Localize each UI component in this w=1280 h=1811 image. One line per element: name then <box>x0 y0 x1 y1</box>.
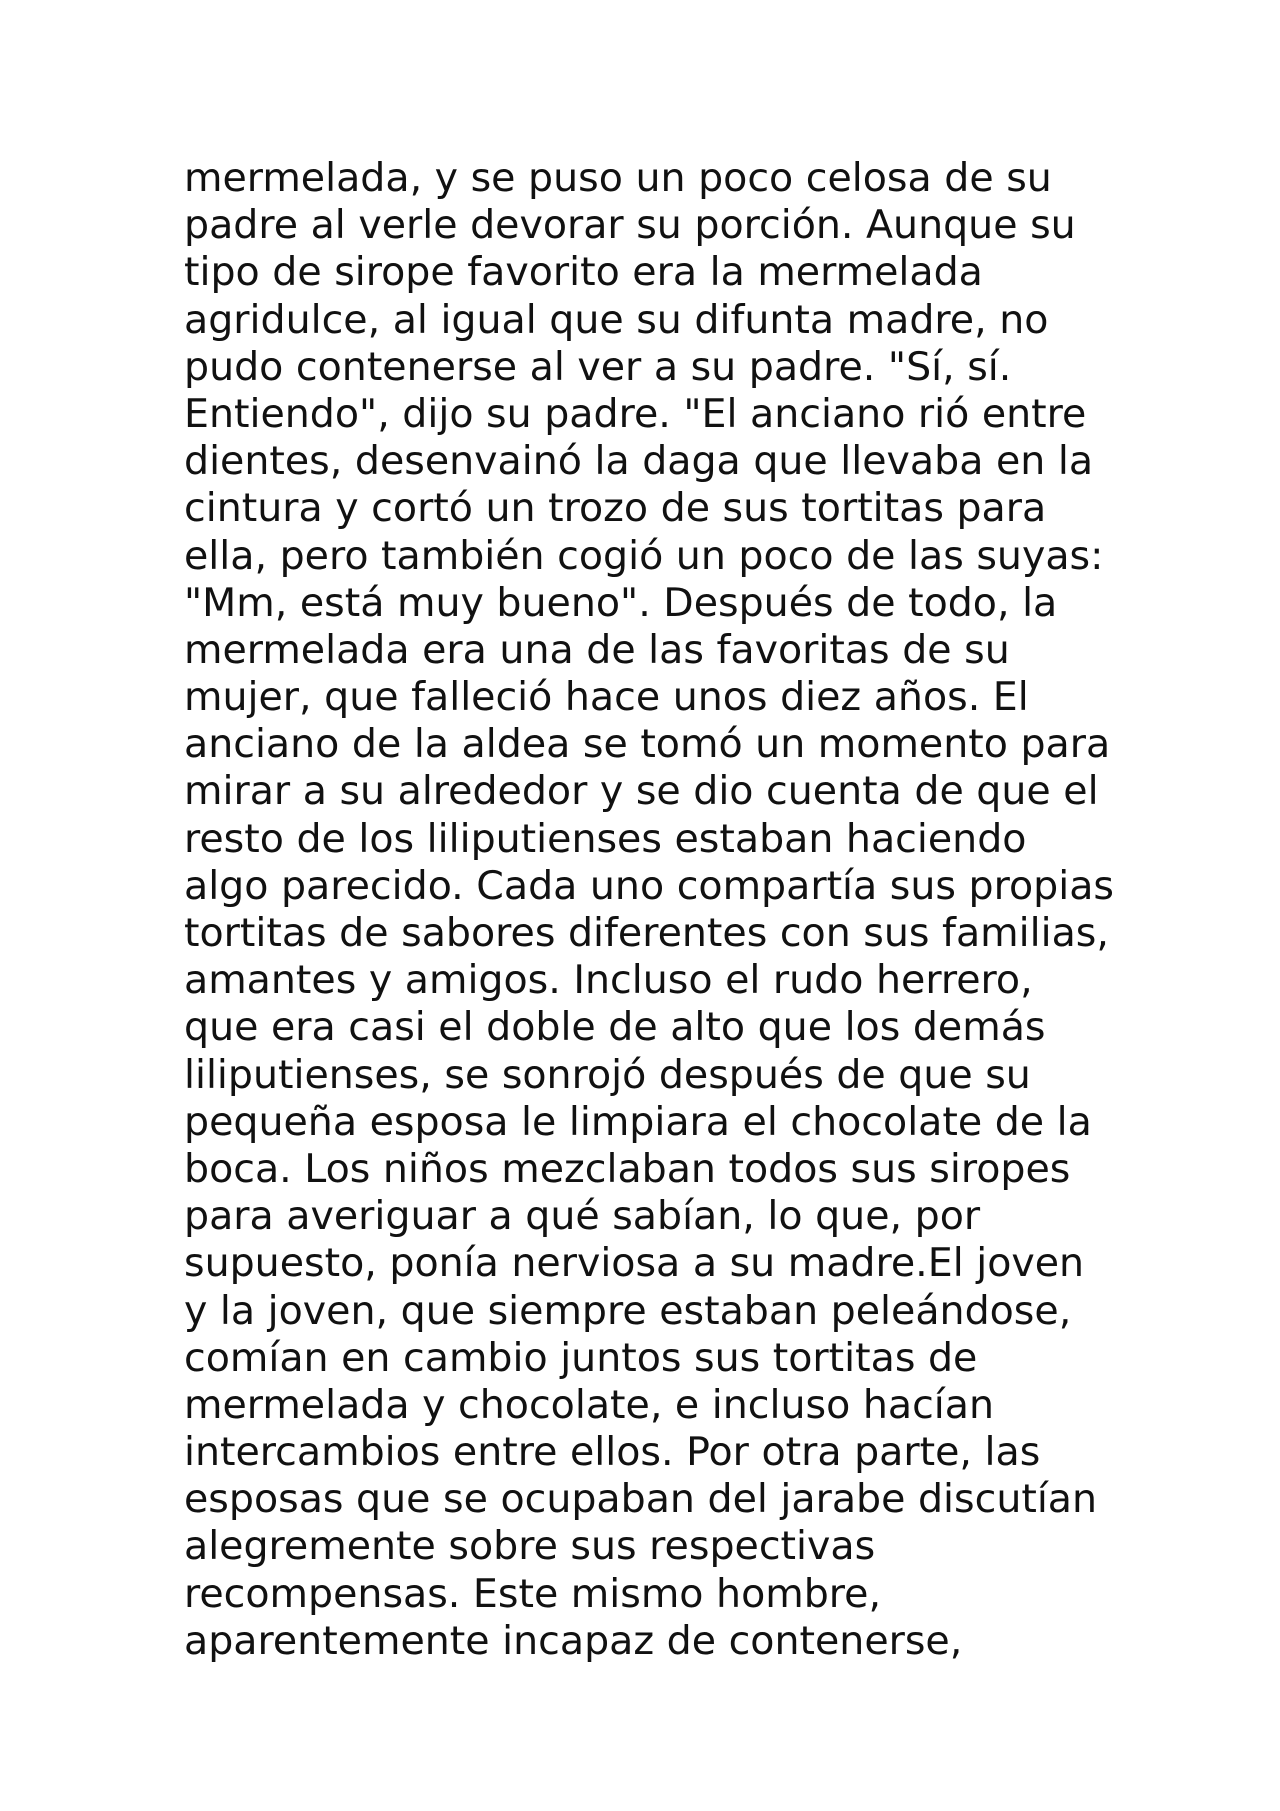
text-line: para averiguar a qué sabían, lo que, por <box>184 1193 981 1240</box>
text-line: mirar a su alrededor y se dio cuenta de que el <box>184 768 1099 815</box>
text-line: que era casi el doble de alto que los demás <box>184 1004 1046 1051</box>
text-line: amantes y amigos. Incluso el rudo herrero, <box>184 957 1033 1004</box>
text-line: aparentemente incapaz de contenerse, <box>184 1617 963 1664</box>
body-text <box>184 155 1184 1665</box>
text-line: mermelada y chocolate, e incluso hacían <box>184 1381 995 1428</box>
text-line: mermelada, y se puso un poco celosa de su <box>184 155 1052 201</box>
text-line: padre al verle devorar su porción. Aunque su <box>184 202 1076 249</box>
text-line: boca. Los niños mezclaban todos sus siropes <box>184 1145 1071 1192</box>
text-line: alegremente sobre sus respectivas <box>184 1523 876 1570</box>
text-line: recompensas. Este mismo hombre, <box>184 1570 882 1617</box>
text-line: supuesto, ponía nerviosa a su madre.El joven <box>184 1240 1085 1287</box>
text-line: comían en cambio juntos sus tortitas de <box>184 1334 978 1381</box>
text-line: resto de los liliputienses estaban haciendo <box>184 815 1027 862</box>
text-line: y la joven, que siempre estaban peleándose, <box>184 1287 1072 1334</box>
text-line: pudo contenerse al ver a su padre. "Sí, sí. <box>184 343 1012 390</box>
text-line: intercambios entre ellos. Por otra parte, las <box>184 1429 1041 1476</box>
text-line: anciano de la aldea se tomó un momento para <box>184 721 1111 768</box>
text-line: Entiendo", dijo su padre. "El anciano rió entre <box>184 390 1087 437</box>
text-line: ella, pero también cogió un poco de las suyas: <box>184 532 1104 579</box>
text-line: mermelada era una de las favoritas de su <box>184 626 1010 673</box>
text-line: algo parecido. Cada uno compartía sus propias <box>184 862 1114 909</box>
text-line: "Mm, está muy bueno". Después de todo, la <box>184 579 1058 626</box>
text-line: esposas que se ocupaban del jarabe discutían <box>184 1476 1098 1523</box>
text-line: pequeña esposa le limpiara el chocolate de la <box>184 1098 1092 1145</box>
text-line: tipo de sirope favorito era la mermelada <box>184 249 983 296</box>
text-line: agridulce, al igual que su difunta madre, no <box>184 296 1049 343</box>
text-line: dientes, desenvainó la daga que llevaba en la <box>184 438 1094 485</box>
text-line: mujer, que falleció hace unos diez años. El <box>184 674 1029 721</box>
text-line: liliputienses, se sonrojó después de que su <box>184 1051 1031 1098</box>
text-line: tortitas de sabores diferentes con sus familias, <box>184 910 1109 956</box>
text-line: cintura y cortó un trozo de sus tortitas para <box>184 485 1047 532</box>
